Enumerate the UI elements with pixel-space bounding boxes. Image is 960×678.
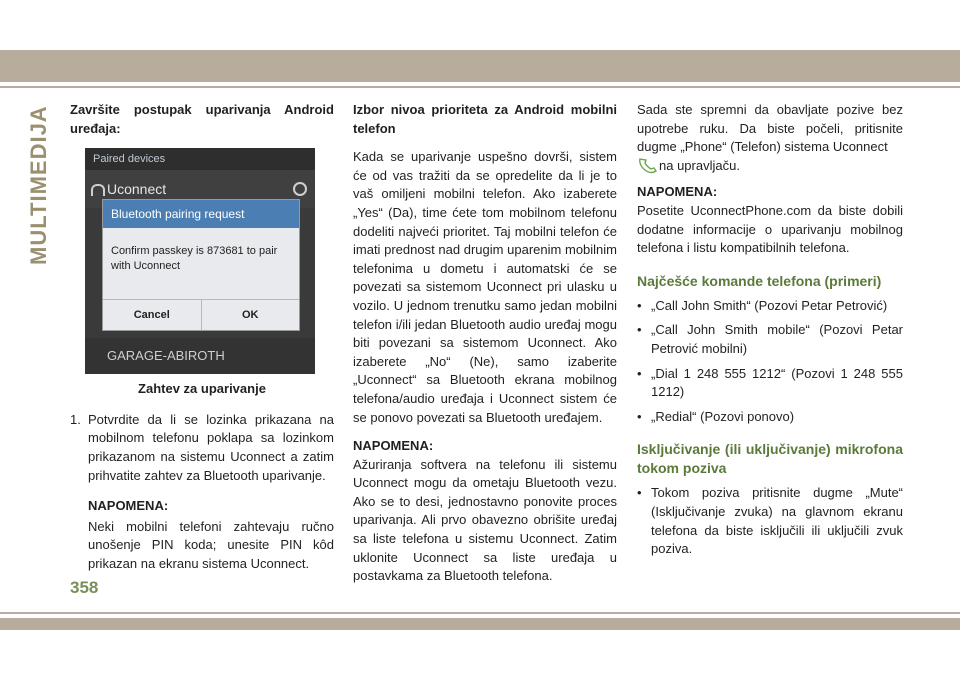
- bullet: •: [637, 365, 642, 381]
- section-side-label: MULTIMEDIJA: [26, 105, 51, 265]
- command-text: „Call John Smith mobile“ (Pozovi Petar Petrović mobilni): [651, 322, 903, 356]
- note-text: Posetite UconnectPhone.com da biste dobili dodatne informacije o uparivanju mobilnog telefona i listu kompatibilnih telefona.: [637, 202, 903, 256]
- column-2: [353, 101, 617, 594]
- note-title: NAPOMENA:: [637, 184, 718, 200]
- list-item: [637, 484, 903, 558]
- ok-button: OK: [242, 309, 259, 322]
- note-text: Ažuriranja softvera na telefonu ili sistemu Uconnect mogu da ometaju Bluetooth vezu. Ako se to desi, jednostavno ponovite proces uparivanja. Ali prvo obavezno obrišite uređaj sa liste telefona u sistemu Uconnect. Zatim uklonite Uconnect sa liste uređaja u postavkama za Bluetooth telefona.: [353, 456, 617, 584]
- bottom-band: [0, 618, 960, 630]
- device-row-garage: GARAGE-ABIROTH: [85, 338, 315, 374]
- list-item: [637, 321, 903, 358]
- note-title: NAPOMENA:: [88, 498, 169, 514]
- cancel-button: Cancel: [103, 300, 202, 330]
- dialog-message: Confirm passkey is 873681 to pair with Uconnect: [111, 245, 278, 273]
- step-text: Potvrdite da li se lozinka prikazana na mobilnom telefonu poklapa sa lozinkom prikazanom na sistemu Uconnect a zatim prihvatite zahtev za Bluetooth uparivanje.: [88, 411, 334, 483]
- list-item: [637, 365, 903, 402]
- command-text: „Redial“ (Pozovi ponovo): [651, 408, 795, 424]
- command-text: „Call John Smith“ (Pozovi Petar Petrović): [651, 297, 888, 313]
- dialog-buttons: [103, 299, 299, 330]
- dialog-title: Bluetooth pairing request: [103, 200, 299, 228]
- figure-caption: Zahtev za uparivanje: [138, 381, 266, 397]
- pairing-heading: Završite postupak uparivanja Android uređaja:: [70, 102, 334, 136]
- bullet: •: [637, 322, 642, 338]
- column-3: [637, 101, 903, 565]
- commands-heading: Najčešće komande telefona (primeri): [637, 272, 882, 289]
- bullet: •: [637, 408, 642, 424]
- note-block: [70, 497, 334, 573]
- command-text: „Dial 1 248 555 1212“ (Pozovi 1 248 555 1212): [651, 365, 903, 400]
- priority-paragraph: Kada se uparivanje uspešno dovrši, sistem će od vas tražiti da se opredelite da li je to vaš omiljeni mobilni telefon. Ako izaberete „Yes“ (Da), time ćete tom mobilnom telefonu dodeliti najveći prioritet. Taj mobilni telefon će imati prednost nad drugim uparenim mobilnim telefonima u dometu i automatski će se povezati sa sistemom Uconnect pri ulasku u vozilo. U jednom trenutku samo jedan mobilni telefon i/ili jedan Bluetooth audio uređaj mogu biti povezani sa sistemom Uconnect. Ako izaberete „No“ (Ne), samo izaberite „Uconnect“ sa Bluetooth ekrana mobilnog telefona/audio uređaja i Uconnect sistem će se ponovo povezati sa Bluetooth uređajem.: [353, 149, 617, 425]
- note-text: Neki mobilni telefoni zahtevaju ručno unošenje PIN koda; unesite PIN kôd prikazan na ekranu sistema Uconnect.: [88, 518, 334, 571]
- top-rule: [0, 86, 960, 88]
- note-title: NAPOMENA:: [353, 438, 434, 454]
- bottom-rule: [0, 612, 960, 614]
- column-1: [70, 101, 334, 582]
- step-number: 1.: [70, 411, 81, 427]
- page-number: 358: [70, 578, 99, 597]
- step-item: [70, 411, 334, 485]
- pairing-figure: [85, 148, 315, 374]
- headset-icon: [91, 184, 105, 196]
- intro-text: Sada ste spremni da obavljate pozive bez upotrebe ruku. Da biste počeli, pritisnite dugme „Phone“ (Telefon) sistema Uconnect: [637, 102, 903, 155]
- priority-heading: Izbor nivoa prioriteta za Android mobilni telefon: [353, 102, 617, 136]
- top-band: [0, 50, 960, 82]
- device-row-uconnect: Uconnect: [85, 170, 315, 208]
- list-item: [637, 408, 903, 427]
- list-item: [637, 297, 903, 316]
- paired-devices-label: Paired devices: [85, 148, 315, 170]
- bullet: •: [637, 485, 642, 501]
- phone-line: [637, 157, 903, 176]
- bullet: •: [637, 297, 642, 313]
- phone-icon: [637, 157, 659, 175]
- pairing-dialog: [103, 200, 299, 330]
- intro-tail: na upravljaču.: [659, 157, 740, 173]
- mute-text: Tokom poziva pritisnite dugme „Mute“ (Isključivanje zvuka) na glavnom ekranu telefona da biste isključili ili uključili zvuk poziva.: [651, 485, 903, 557]
- mute-heading: Isključivanje (ili uključivanje) mikrofona tokom poziva: [637, 441, 903, 477]
